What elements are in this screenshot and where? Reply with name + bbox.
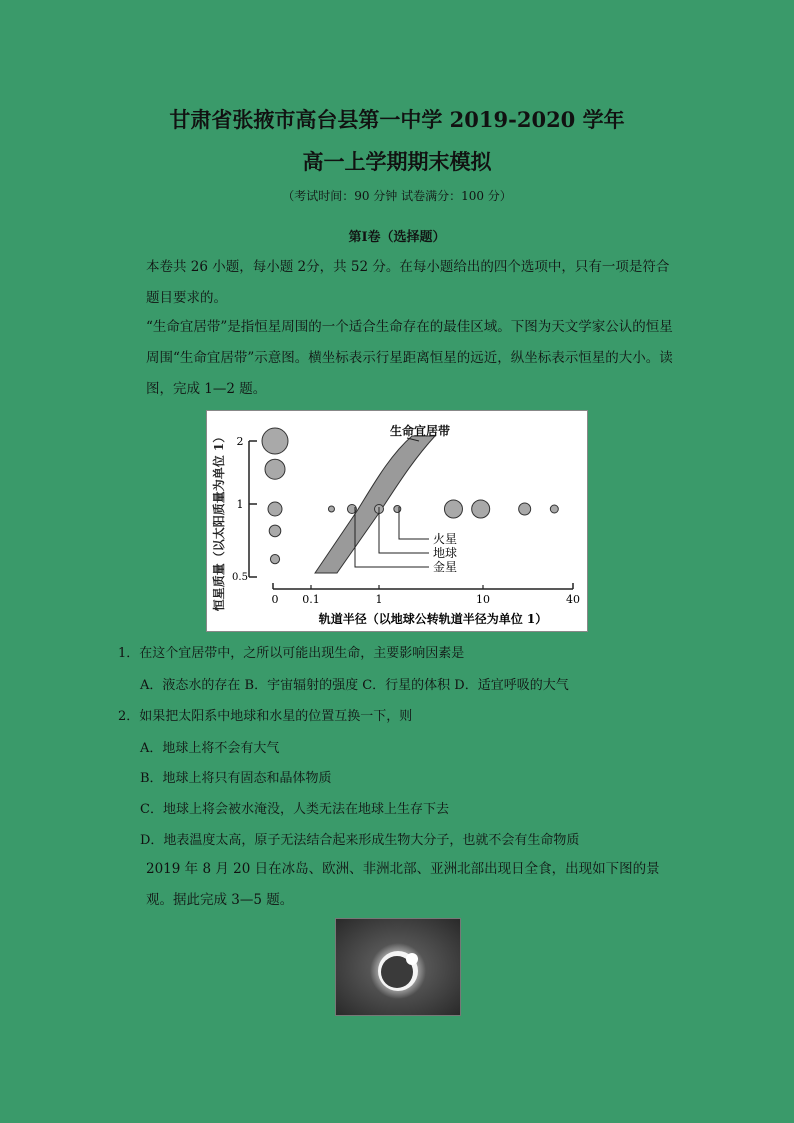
eclipse-image	[336, 919, 460, 1015]
question-2-option-d: D．地表温度太高，原子无法结合起来形成生物大分子，也就不会有生命物质	[140, 833, 580, 848]
annotation-venus: 金星	[433, 560, 458, 574]
planet-marker-0	[328, 506, 334, 512]
question-1: 1．在这个宜居带中，之所以可能出现生命，主要影响因素是	[118, 646, 465, 661]
chart-svg	[207, 411, 587, 631]
annotation-earth: 地球	[433, 546, 458, 560]
exam-title: 甘肃省张掖市高台县第一中学 2019-2020 学年	[169, 107, 625, 132]
star-marker-1	[265, 459, 285, 479]
star-markers	[262, 428, 288, 564]
habitable-zone-chart	[206, 410, 588, 632]
question-2-option-a: A．地球上将不会有大气	[140, 741, 280, 756]
context-paragraph-1	[118, 312, 678, 405]
x-tick-0: 0	[271, 593, 279, 606]
intro-text: 本卷共 26 小题，每小题 2分，共 52 分。在每小题给出的四个选项中，只有一项是符合题目要求的。	[146, 259, 670, 306]
planet-marker-3	[394, 506, 401, 513]
context-paragraph-2	[118, 854, 678, 916]
x-tick-01: 0.1	[302, 593, 320, 606]
question-1-options: A．液态水的存在 B．宇宙辐射的强度 C．行星的体积 D．适宜呼吸的大气	[140, 678, 569, 693]
chart-xlabel: 轨道半径（以地球公转轨道半径为单位 1）	[318, 612, 548, 626]
context-text-1: “生命宜居带”是指恒星周围的一个适合生命存在的最佳区域。下图为天文学家公认的恒星周围“生命宜居带”示意图。横坐标表示行星距离恒星的远近，纵坐标表示恒星的大小。读图，完成 1—2 题。	[146, 319, 673, 397]
question-2-option-c: C．地球上将会被水淹没，人类无法在地球上生存下去	[140, 802, 449, 817]
y-tick-1: 1	[236, 498, 244, 511]
intro-paragraph	[118, 252, 678, 314]
question-2: 2．如果把太阳系中地球和水星的位置互换一下，则	[118, 709, 413, 724]
habitable-zone-band	[315, 436, 435, 573]
planet-marker-6	[519, 503, 531, 515]
context-text-2: 2019 年 8 月 20 日在冰岛、欧洲、非洲北部、亚洲北部出现日全食，出现如下图的景观。据此完成 3—5 题。	[146, 861, 660, 908]
planet-marker-5	[472, 500, 490, 518]
question-2-option-b: B．地球上将只有固态和晶体物质	[140, 771, 332, 786]
star-marker-0	[262, 428, 288, 454]
earth-leader	[379, 507, 429, 553]
y-tick-2: 2	[236, 435, 244, 448]
annotation-mars: 火星	[433, 532, 458, 546]
star-marker-2	[268, 502, 282, 516]
x-tick-10: 10	[476, 593, 490, 606]
exam-subtitle: 高一上学期期末模拟	[302, 149, 492, 174]
chart-ylabel: 恒星质量（以太阳质量为单位 1）	[212, 430, 226, 612]
planet-marker-4	[444, 500, 462, 518]
x-tick-1: 1	[375, 593, 383, 606]
planet-marker-7	[550, 505, 558, 513]
solar-eclipse-photo	[335, 918, 461, 1016]
exam-time-info: （考试时间：90 分钟 试卷满分：100 分）	[282, 189, 512, 203]
habitable-zone-label: 生命宜居带	[390, 424, 451, 438]
mars-leader	[399, 507, 429, 539]
y-tick-05: 0.5	[232, 572, 248, 583]
star-marker-3	[269, 525, 281, 537]
x-tick-40: 40	[566, 593, 580, 606]
star-marker-4	[270, 555, 279, 564]
section-title: 第Ⅰ卷（选择题）	[348, 230, 446, 245]
